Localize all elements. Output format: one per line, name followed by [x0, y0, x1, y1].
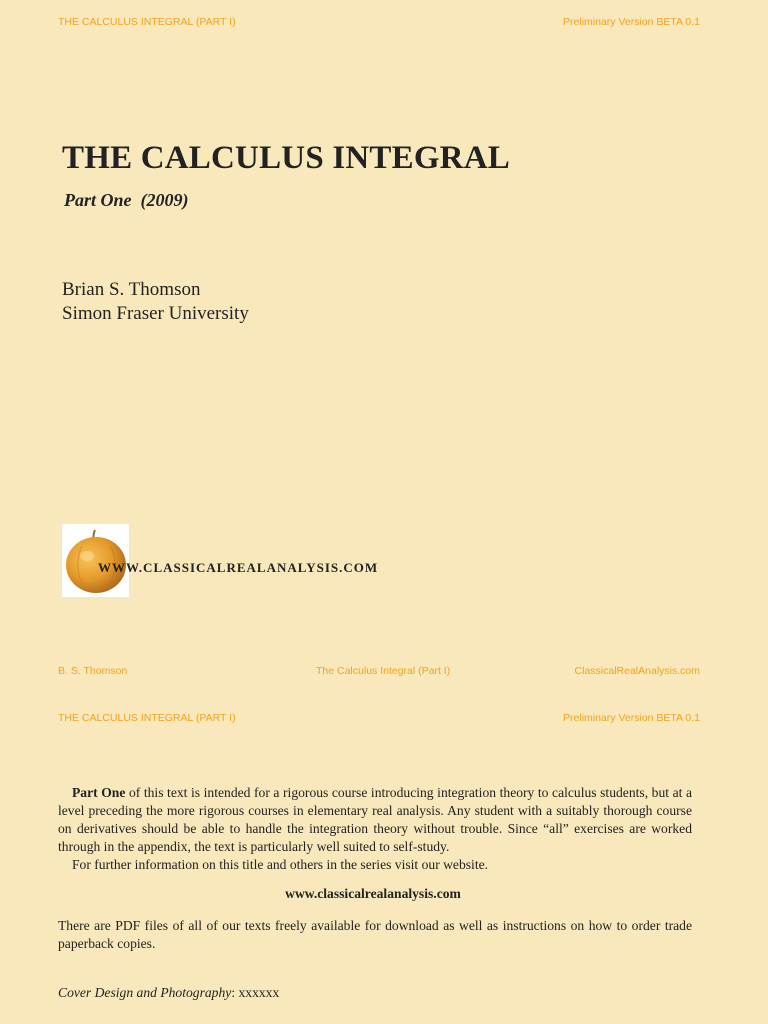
website-link[interactable]: www.classicalrealanalysis.com [285, 886, 461, 901]
running-header-left: THE CALCULUS INTEGRAL (PART I) [58, 16, 236, 28]
cover-credits [58, 985, 279, 1001]
book-subtitle: Part One (2009) [64, 190, 189, 210]
intro-bold: Part One [72, 785, 126, 800]
footer-center: The Calculus Integral (Part I) [316, 665, 451, 677]
further-info: For further information on this title and others in the series visit our website. [72, 857, 489, 872]
website-logo-text: WWW.CLASSICALREALANALYSIS.COM [98, 560, 379, 575]
running-header-right-2: Preliminary Version BETA 0.1 [563, 712, 700, 724]
footer-right: ClassicalRealAnalysis.com [574, 665, 700, 677]
intro-paragraph [58, 784, 692, 874]
credits-label: Cover Design and Photography [58, 985, 232, 1000]
running-header-right: Preliminary Version BETA 0.1 [563, 16, 700, 28]
book-title: THE CALCULUS INTEGRAL [62, 140, 510, 176]
credits-value: : xxxxxx [231, 985, 280, 1000]
footer-left: B. S. Thomson [58, 665, 128, 677]
pdf-note: There are PDF files of all of our texts freely available for download as well as instructions on how to order trade paperback copies. [58, 918, 692, 951]
running-header-left-2: THE CALCULUS INTEGRAL (PART I) [58, 712, 236, 724]
author-affiliation: Simon Fraser University [62, 303, 249, 324]
author-name: Brian S. Thomson [62, 279, 201, 300]
intro-text: of this text is intended for a rigorous course introducing integration theory to calculus students, but at a level preceding the more rigorous courses in elementary real analysis. Any student with a suitably thorough course on derivatives should be able to handle the integration theory without trouble. Since “all” exercises are worked through in the appendix, the text is particularly well suited to self-study. [58, 785, 693, 854]
